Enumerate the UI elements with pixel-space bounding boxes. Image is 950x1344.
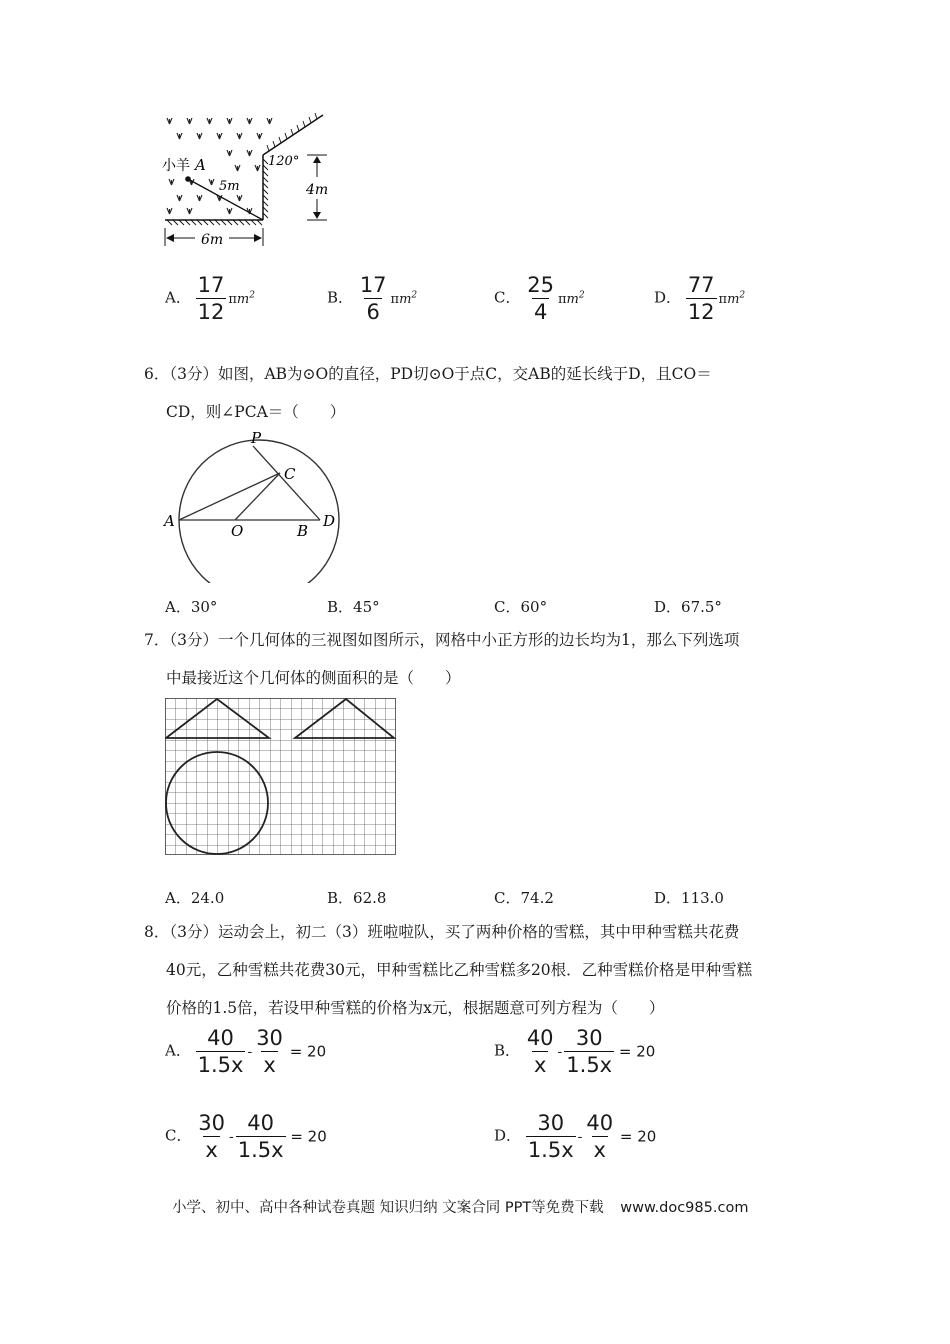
unit: [558, 292, 585, 307]
denominator: 12: [197, 300, 225, 324]
option-letter: A．: [165, 288, 191, 307]
unit-m: m: [399, 291, 412, 307]
numerator: 40: [207, 1026, 234, 1050]
numerator: 17: [197, 273, 225, 297]
unit-m: m: [236, 291, 250, 307]
q5-option-d[interactable]: [654, 272, 745, 325]
denominator: 1.5x: [566, 1053, 613, 1077]
fraction-2: [564, 1025, 614, 1078]
q8-line-2: 40元，乙种雪糕共花费30元，甲种雪糕比乙种雪糕多20根．乙种雪糕价格是甲种雪糕: [166, 961, 753, 979]
fraction: [686, 272, 717, 325]
label-width: 6m: [201, 232, 224, 248]
fraction-2: [584, 1110, 615, 1163]
option-letter: D．: [494, 1126, 522, 1145]
circle-figure: [160, 428, 350, 583]
numerator: 30: [256, 1026, 283, 1050]
pi: π: [228, 291, 237, 307]
fraction-2: [236, 1110, 286, 1163]
denominator: 12: [687, 300, 715, 324]
label-A: A: [195, 156, 206, 174]
fraction-1: [526, 1110, 576, 1163]
fraction: [525, 272, 556, 325]
q6-line-2: CD，则∠PCA＝（ ）: [166, 403, 346, 421]
unit-exp: 2: [411, 290, 418, 301]
pi: π: [718, 291, 728, 307]
label-sheep: 小羊: [162, 158, 190, 174]
option-letter: C．: [165, 1126, 192, 1145]
denominator: 1.5x: [527, 1138, 574, 1162]
unit-m: m: [566, 291, 579, 307]
equation-rhs: = 20: [619, 1127, 657, 1146]
label-rope: 5m: [219, 179, 240, 194]
unit-exp: 2: [249, 290, 255, 301]
fraction-2: [254, 1025, 285, 1078]
q8-line-3: 价格的1.5倍，若设甲种雪糕的价格为x元，根据题意可列方程为（ ）: [166, 999, 665, 1017]
denominator: x: [593, 1138, 606, 1162]
option-letter: D．: [654, 288, 682, 307]
unit-exp: 2: [739, 290, 746, 301]
q8-option-c[interactable]: [165, 1110, 327, 1163]
denominator: 6: [366, 300, 380, 324]
numerator: 30: [198, 1111, 225, 1135]
q7-option-d[interactable]: D．113.0: [654, 889, 724, 907]
numerator: 77: [687, 273, 715, 297]
label-O: O: [231, 522, 244, 540]
denominator: x: [263, 1053, 276, 1077]
numerator: 40: [247, 1111, 275, 1135]
q7-option-b[interactable]: B．62.8: [327, 889, 387, 907]
denominator: 1.5x: [197, 1053, 244, 1077]
numerator: 40: [526, 1026, 554, 1050]
pi: π: [390, 291, 400, 307]
q5-option-a[interactable]: [165, 272, 255, 325]
q7-line-2: 中最接近这个几何体的侧面积的是（ ）: [166, 669, 461, 687]
numerator: 30: [537, 1111, 565, 1135]
option-letter: A．: [165, 1041, 191, 1060]
option-letter: B．: [327, 288, 354, 307]
page-footer: [172, 1196, 748, 1217]
denominator: 1.5x: [237, 1138, 284, 1162]
q7-line-1: 7．（3分）一个几何体的三视图如图所示，网格中小正方形的边长均为1，那么下列选项: [144, 631, 740, 649]
q7-option-a[interactable]: A．24.0: [165, 889, 225, 907]
label-angle: 120°: [268, 154, 300, 169]
fraction-1: [525, 1025, 556, 1078]
equation-rhs: = 20: [618, 1042, 656, 1061]
q8-line-1: 8．（3分）运动会上，初二（3）班啦啦队，买了两种价格的雪糕，其中甲种雪糕共花费: [144, 923, 740, 941]
q6-option-c[interactable]: C．60°: [494, 598, 548, 616]
numerator: 30: [575, 1026, 603, 1050]
unit: [719, 292, 746, 307]
denominator: 4: [533, 300, 548, 324]
option-letter: C．: [494, 288, 521, 307]
q5-option-b[interactable]: [327, 272, 417, 325]
equation-rhs: = 20: [289, 1042, 327, 1061]
unit-exp: 2: [578, 290, 585, 301]
q6-line-1: 6．（3分）如图，AB为⊙O的直径，PD切⊙O于点C，交AB的延长线于D，且CO＝: [144, 365, 712, 383]
equation-rhs: = 20: [290, 1127, 327, 1146]
unit: [391, 292, 418, 307]
label-P: P: [251, 429, 262, 447]
q7-option-c[interactable]: C．74.2: [494, 889, 554, 907]
unit: [228, 292, 255, 307]
numerator: 17: [359, 273, 387, 297]
pi: π: [558, 291, 567, 307]
numerator: 40: [586, 1111, 614, 1135]
fraction-1: [196, 1025, 246, 1078]
fraction-1: [196, 1110, 227, 1163]
footer-text: 小学、初中、高中各种试卷真题 知识归纳 文案合同 PPT等免费下载: [172, 1200, 604, 1216]
q8-option-a[interactable]: [165, 1025, 326, 1078]
minus-sign: -: [247, 1043, 253, 1060]
numerator: 25: [527, 273, 554, 297]
label-height: 4m: [306, 182, 329, 198]
q5-option-c[interactable]: [494, 272, 585, 325]
option-letter: B．: [494, 1041, 521, 1060]
denominator: x: [205, 1138, 218, 1162]
label-B: B: [297, 522, 309, 540]
minus-sign: -: [577, 1128, 583, 1145]
label-C: C: [284, 465, 296, 483]
minus-sign: -: [229, 1128, 234, 1145]
q6-option-a[interactable]: A．30°: [165, 598, 218, 616]
label-A: A: [164, 512, 175, 530]
sheep-figure: [155, 105, 345, 255]
q6-option-d[interactable]: D．67.5°: [654, 598, 722, 616]
three-view-figure: [165, 698, 397, 856]
fraction: [196, 272, 227, 325]
fraction: [358, 272, 389, 325]
minus-sign: -: [557, 1043, 563, 1060]
q8-option-d[interactable]: [494, 1110, 656, 1163]
q8-option-b[interactable]: [494, 1025, 655, 1078]
denominator: x: [533, 1053, 547, 1077]
label-D: D: [323, 512, 336, 530]
q6-option-b[interactable]: B．45°: [327, 598, 380, 616]
unit-m: m: [727, 291, 740, 307]
footer-link[interactable]: www.doc985.com: [620, 1200, 749, 1216]
